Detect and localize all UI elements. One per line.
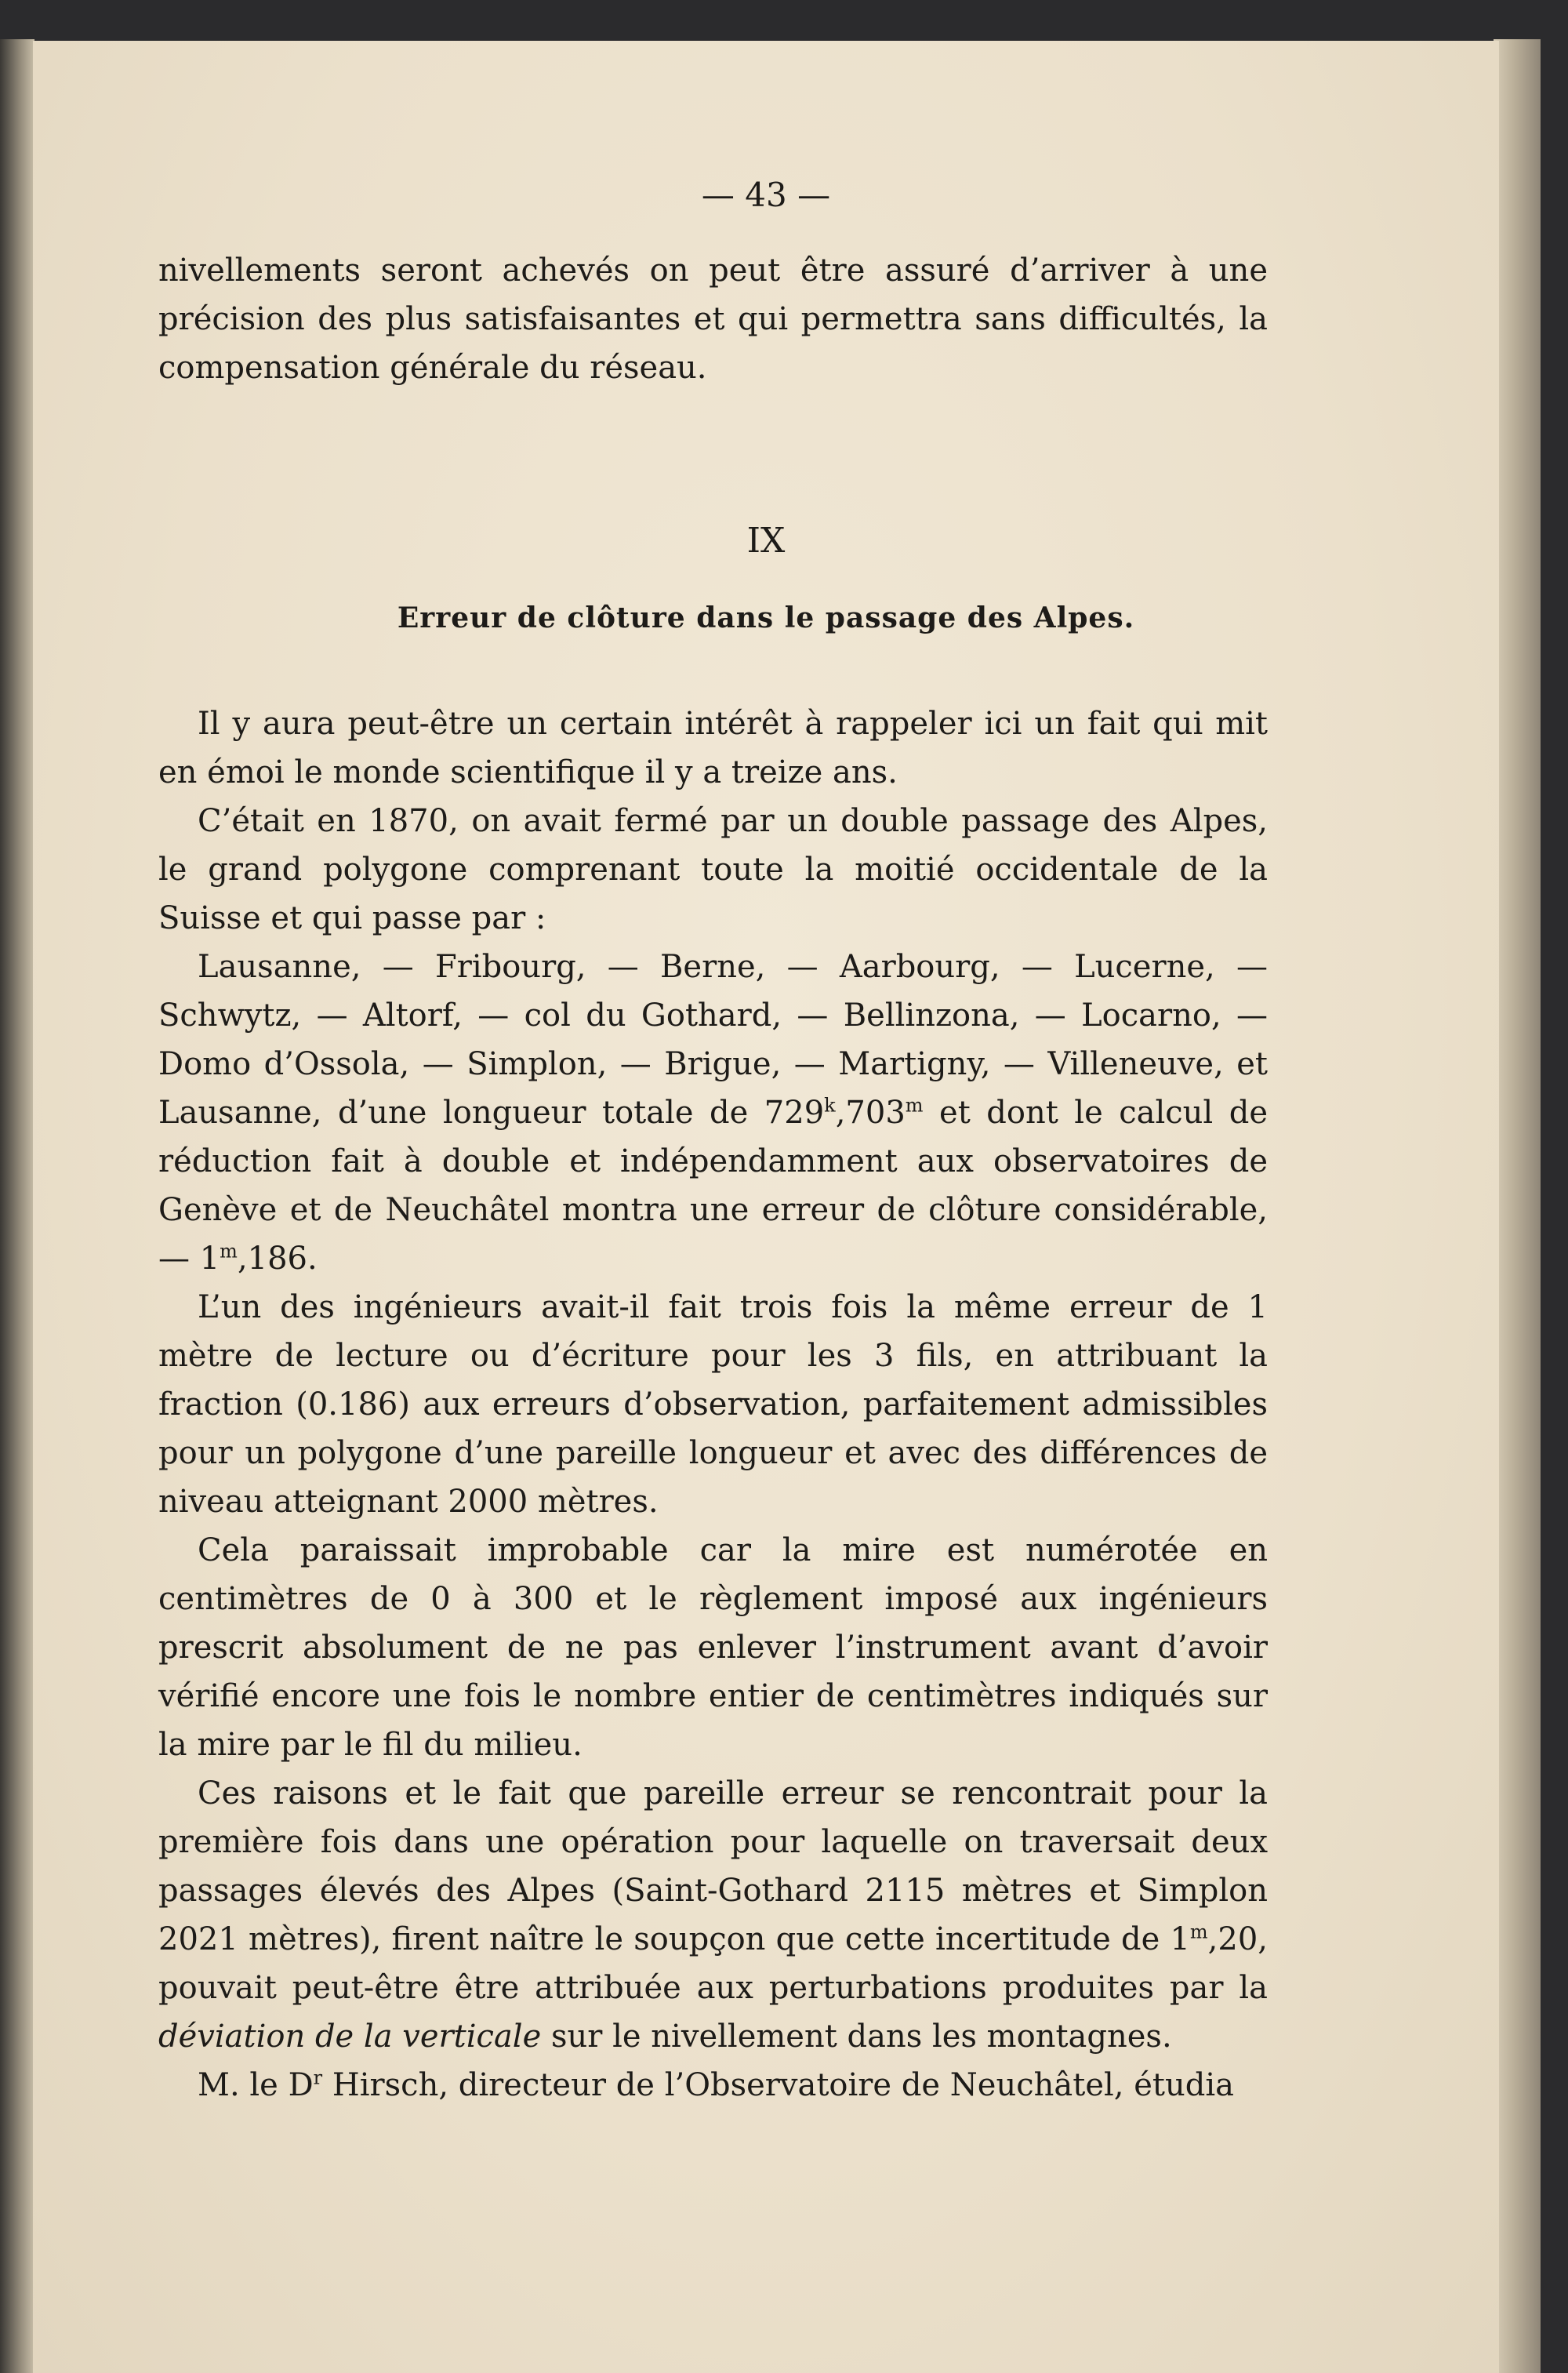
reasons-mid: ,20, pouvait peut-être être attribuée aux perturbations produites par la <box>158 1921 1268 2006</box>
hirsch-sup-r: r <box>313 2066 323 2089</box>
opening-text <box>158 246 1268 392</box>
hirsch-after: Hirsch, directeur de l’Observatoire de Neuchâtel, étudia <box>322 2067 1234 2103</box>
page-stack-edge-right <box>1494 39 1541 2373</box>
reasons-after: sur le nivellement dans les montagnes. <box>541 2019 1172 2055</box>
binding-edge-left <box>0 39 34 2373</box>
chapter-title: Erreur de clôture dans le passage des Alpes. <box>397 601 1135 634</box>
reasons-italic: déviation de la verticale <box>158 2019 542 2055</box>
paragraph-reasons <box>158 1769 1268 2061</box>
paragraph-hirsch <box>158 2061 1268 2110</box>
route-sup-m2: m <box>220 1240 238 1263</box>
paragraph-improbable: Cela paraissait improbable car la mire est numérotée en centimètres de 0 à 300 et le règlement imposé aux ingénieurs prescrit absolument de ne pas enlever l’instrument avant d’avoir vérifié encore une fois le nombre entier de centimètres indiqués sur la mire par le fil du milieu. <box>158 1532 1268 1763</box>
route-mid: ,703 <box>835 1095 906 1131</box>
paragraph-error: L’un des ingénieurs avait-il fait trois fois la même erreur de 1 mètre de lecture ou d’écriture pour les 3 fils, en attribuant la fraction (0.186) aux erreurs d’observation, parfaitement admissibles pour un polygone d’une pareille longueur et avec des différences de niveau atteignant 2000 mètres. <box>158 1289 1268 1520</box>
route-text: Lausanne, — Fribourg, — Berne, — Aarbourg, — Lucerne, — Schwytz, — Altorf, — col du Gothard, — Bellinzona, — Locarno, — Domo d’Ossola, — Simplon, — Brigue, — Martigny, — Villeneuve, et Lausanne, d’une longueur totale de 729 <box>158 949 1268 1131</box>
book-page <box>33 41 1499 2373</box>
hirsch-before: M. le D <box>198 2067 314 2103</box>
opening-paragraph: nivellements seront achevés on peut être assuré d’arriver à une précision des plus satisfaisantes et qui permettra sans difficultés, la compensation générale du réseau. <box>158 253 1268 386</box>
chapter-numeral: IX <box>746 521 786 561</box>
route-after: et dont le calcul de réduction fait à double et indépendamment aux observatoires de Genève et de Neuchâtel montra une erreur de clôture considérable, — 1 <box>158 1095 1268 1277</box>
route-sup-k: k <box>824 1094 836 1117</box>
reasons-before: Ces raisons et le fait que pareille erreur se rencontrait pour la première fois dans une opération pour laquelle on traversait deux passages élevés des Alpes (Saint-Gothard 2115 mètres et Simplon 2021 mètres), firent naître le soupçon que cette incertitude de 1 <box>158 1775 1268 1957</box>
paragraph-route <box>158 943 1268 1283</box>
paragraph-1870: C’était en 1870, on avait fermé par un double passage des Alpes, le grand polygone comprenant toute la moitié occidentale de la Suisse et qui passe par : <box>158 803 1268 936</box>
route-sup-m: m <box>905 1094 924 1117</box>
page-number: — 43 — <box>701 176 831 214</box>
route-end: ,186. <box>237 1241 318 1277</box>
reasons-sup-m: m <box>1189 1921 1208 1943</box>
chapter-body <box>158 700 1268 2110</box>
paragraph-intro: Il y aura peut-être un certain intérêt à rappeler ici un fait qui mit en émoi le monde scientifique il y a treize ans. <box>158 706 1268 790</box>
